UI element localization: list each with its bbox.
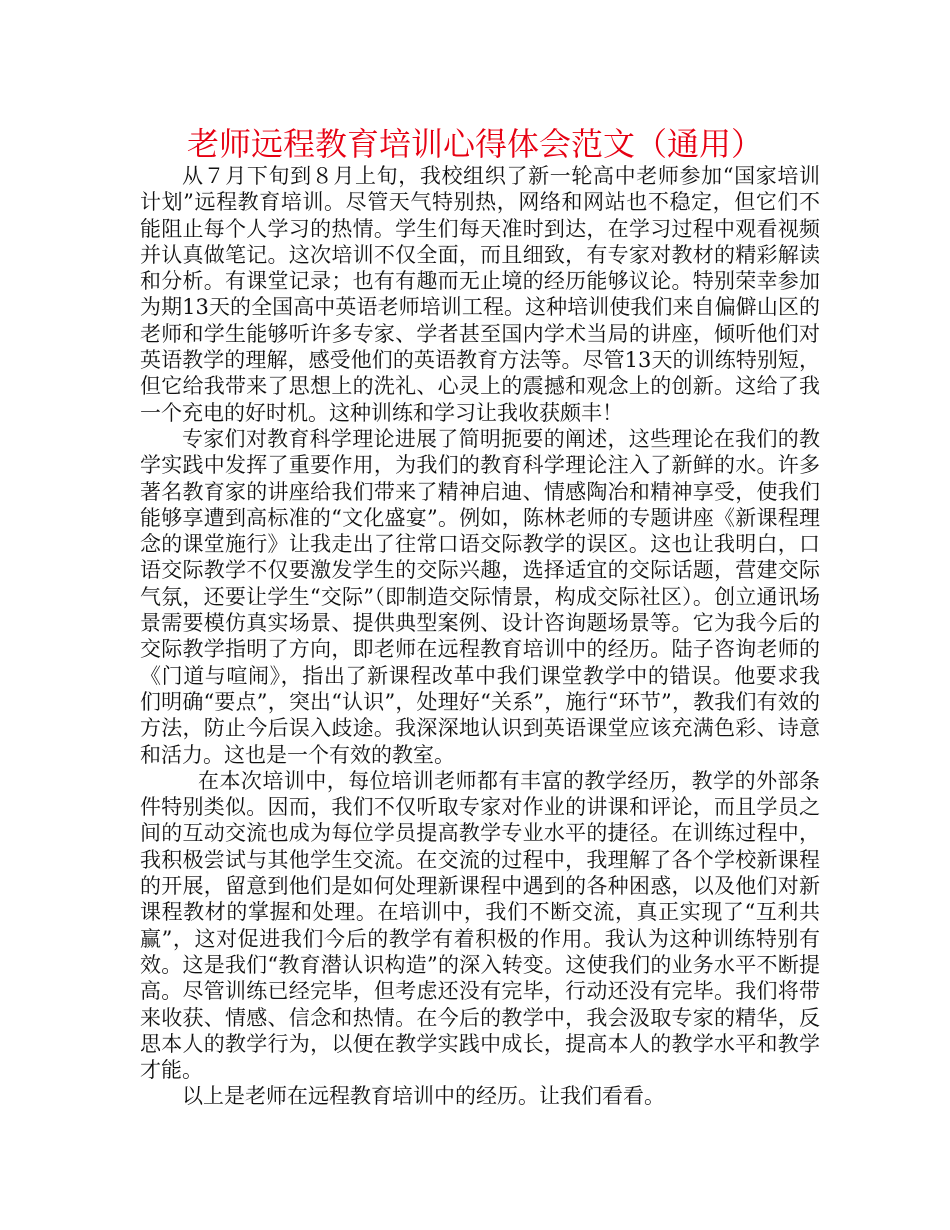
paragraph-4: 以上是老师在远程教育培训中的经历。让我们看看。	[182, 1084, 665, 1109]
paragraph-1: 从７月下旬到８月上旬，我校组织了新一轮高中老师参加“国家培训计划”远程教育培训。尽管天气特别热，网络和网站也不稳定，但它们不能阻止每个人学习的热情。学生们每天准时到达，在学习过程中观看视频并认真做笔记。这次培训不仅全面，而且细致，有专家对教材的精彩解读和分析。有课堂记录；也有有趣而无止境的经历能够议论。特别荣幸参加为期13天的全国高中英语老师培训工程。这种培训使我们来自偏僻山区的老师和学生能够听许多专家、学者甚至国内学术当局的讲座，倾听他们对英语教学的理解，感受他们的英语教育方法等。尽管13天的训练特别短，但它给我带来了思想上的洗礼、心灵上的震撼和观念上的创新。这给了我一个充电的好时机。这种训练和学习让我收获颇丰！	[140, 164, 820, 425]
document-body	[140, 163, 820, 1110]
paragraph-2: 专家们对教育科学理论进展了简明扼要的阐述，这些理论在我们的教学实践中发挥了重要作用，为我们的教育科学理论注入了新鲜的水。许多著名教育家的讲座给我们带来了精神启迪、情感陶冶和精神享受，使我们能够享遭到高标准的“文化盛宴”。例如，陈林老师的专题讲座《新课程理念的课堂施行》让我走出了往常口语交际教学的误区。这也让我明白，口语交际教学不仅要激发学生的交际兴趣，选择适宜的交际话题，营建交际气氛，还要让学生“交际”（即制造交际情景，构成交际社区）。创立通讯场景需要模仿真实场景、提供典型案例、设计咨询题场景等。它为我今后的交际教学指明了方向，即老师在远程教育培训中的经历。陆子咨询老师的《门道与喧闹》，指出了新课程改革中我们课堂教学中的错误。他要求我们明确“要点”，突出“认识”，处理好“关系”，施行“环节”，教我们有效的方法，防止今后误入歧途。我深深地认识到英语课堂应该充满色彩、诗意和活力。这也是一个有效的教室。	[140, 426, 820, 767]
paragraph-3: 在本次培训中，每位培训老师都有丰富的教学经历，教学的外部条件特别类似。因而，我们不仅听取专家对作业的讲课和评论，而且学员之间的互动交流也成为每位学员提高教学专业水平的捷径。在训练过程中，我积极尝试与其他学生交流。在交流的过程中，我理解了各个学校新课程的开展，留意到他们是如何处理新课程中遇到的各种困惑，以及他们对新课程教材的掌握和处理。在培训中，我们不断交流，真正实现了“互利共赢”，这对促进我们今后的教学有着积极的作用。我认为这种训练特别有效。这是我们“教育潜认识构造”的深入转变。这使我们的业务水平不断提高。尽管训练已经完毕，但考虑还没有完毕，行动还没有完毕。我们将带来收获、情感、信念和热情。在今后的教学中，我会汲取专家的精华，反思本人的教学行为，以便在教学实践中成长，提高本人的教学水平和教学才能。	[140, 768, 820, 1083]
document-title: 老师远程教育培训心得体会范文（通用）	[186, 125, 763, 163]
